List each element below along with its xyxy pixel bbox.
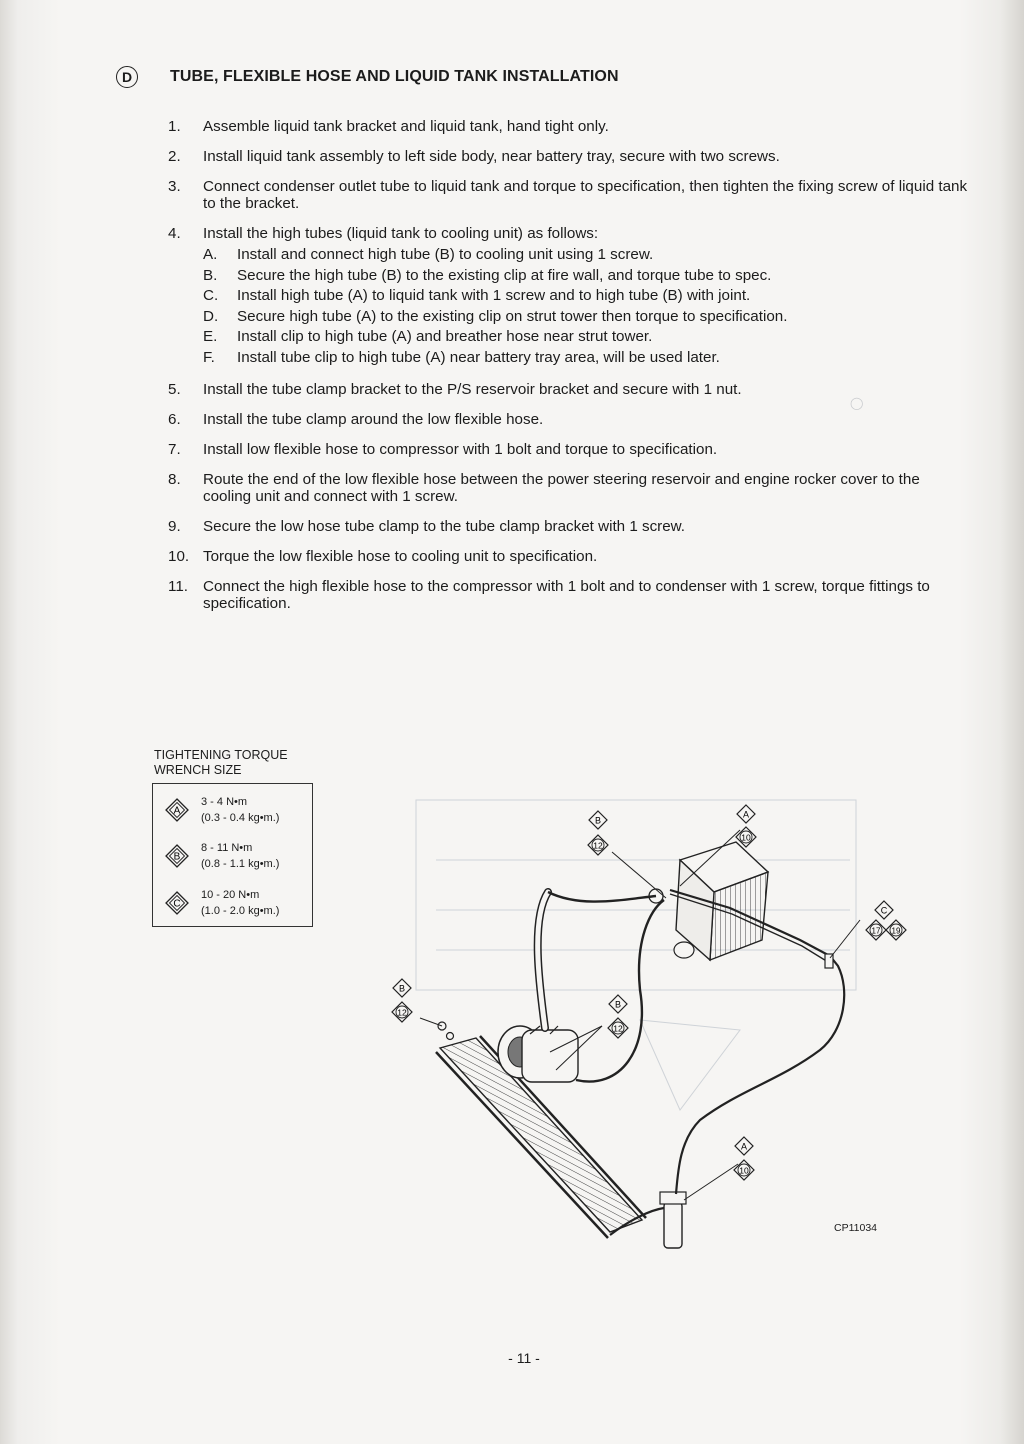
torque-row [165, 840, 279, 872]
step-text: Install the high tubes (liquid tank to cooling unit) as follows: [203, 225, 599, 242]
svg-text:A: A [740, 1141, 748, 1152]
step-text: Connect condenser outlet tube to liquid tank and torque to specification, then tighten the fixing screw of liquid tank to the bracket. [203, 178, 968, 212]
step-text: Secure the low hose tube clamp to the tube clamp bracket with 1 screw. [203, 518, 686, 535]
compressor [498, 1026, 578, 1082]
substep-text: Install clip to high tube (A) and breather hose near strut tower. [237, 328, 653, 345]
step-number: 11. [168, 578, 188, 595]
substep-text: Install and connect high tube (B) to cooling unit using 1 screw. [237, 246, 654, 263]
torque-kgm: (0.8 - 1.1 kg•m.) [201, 858, 280, 870]
svg-text:B: B [614, 999, 622, 1010]
svg-text:10: 10 [741, 832, 751, 843]
substep-text: Secure high tube (A) to the existing clip on strut tower then torque to specification. [237, 307, 788, 325]
callout [588, 811, 608, 855]
step-number: 7. [168, 441, 181, 458]
substep-list [203, 245, 970, 368]
substep-item [203, 327, 970, 348]
svg-text:10: 10 [739, 1165, 749, 1176]
step-number: 4. [168, 225, 181, 242]
step-number: 9. [168, 518, 181, 535]
substep-letter: A. [203, 246, 218, 263]
svg-text:B: B [594, 815, 602, 826]
ac-installation-diagram [380, 790, 940, 1270]
list-item [160, 411, 970, 428]
step-number: 2. [168, 148, 181, 165]
svg-text:19: 19 [891, 926, 901, 936]
substep-letter: D. [203, 307, 219, 325]
list-item [160, 178, 970, 212]
list-item [160, 441, 970, 458]
step-number: 6. [168, 411, 181, 428]
torque-legend [152, 783, 313, 927]
substep-item [203, 286, 970, 307]
svg-text:12: 12 [613, 1023, 623, 1034]
svg-text:C: C [173, 898, 181, 910]
step-text: Install low flexible hose to compressor with 1 bolt and torque to specification. [203, 441, 718, 458]
list-item [160, 148, 970, 165]
torque-row [165, 794, 279, 826]
step-text: Connect the high flexible hose to the compressor with 1 bolt and to condenser with 1 screw, torque fittings to specification. [203, 578, 930, 612]
torque-b-diamond-icon [165, 844, 189, 868]
callout [866, 901, 906, 940]
list-item [160, 518, 970, 535]
torque-legend-header [154, 748, 288, 778]
substep-item [203, 307, 970, 328]
svg-text:A: A [173, 805, 181, 817]
list-item [160, 471, 970, 505]
step-text: Assemble liquid tank bracket and liquid tank, hand tight only. [203, 118, 609, 135]
callout [608, 995, 628, 1038]
torque-a-diamond-icon [165, 798, 189, 822]
substep-letter: E. [203, 328, 218, 345]
substep-letter: C. [203, 287, 219, 304]
show-through-artifact: ◯ [850, 396, 864, 410]
step-text: Torque the low flexible hose to cooling unit to specification. [203, 548, 598, 565]
svg-text:12: 12 [593, 840, 603, 851]
substep-text: Secure the high tube (B) to the existing clip at fire wall, and torque tube to spec. [237, 266, 772, 284]
step-number: 1. [168, 118, 181, 135]
svg-text:B: B [173, 851, 181, 863]
substep-letter: F. [203, 348, 215, 366]
torque-nm: 10 - 20 N•m [201, 889, 260, 901]
liquid-tank [660, 1192, 686, 1248]
step-number: 5. [168, 381, 181, 398]
substep-item [203, 266, 970, 287]
page-title: TUBE, FLEXIBLE HOSE AND LIQUID TANK INSTALLATION [170, 68, 619, 85]
torque-nm: 3 - 4 N•m [201, 796, 248, 808]
svg-text:17: 17 [871, 926, 881, 936]
torque-kgm: (0.3 - 0.4 kg•m.) [201, 812, 280, 824]
svg-text:A: A [742, 809, 750, 820]
svg-text:C: C [880, 905, 888, 916]
step-number: 8. [168, 471, 181, 488]
substep-text: Install tube clip to high tube (A) near battery tray area, will be used later. [237, 348, 720, 366]
torque-kgm: (1.0 - 2.0 kg•m.) [201, 905, 280, 917]
step-number: 10. [168, 548, 190, 565]
section-heading [116, 66, 619, 88]
step-text: Install the tube clamp bracket to the P/S reservoir bracket and secure with 1 nut. [203, 381, 742, 398]
substep-letter: B. [203, 266, 218, 284]
svg-text:B: B [398, 983, 406, 994]
instruction-list [160, 118, 970, 625]
list-item [160, 548, 970, 565]
list-item [160, 225, 970, 368]
step-text: Route the end of the low flexible hose between the power steering reservoir and engine rocker cover to the cooling unit and connect with 1 screw. [203, 471, 920, 505]
page-number: - 11 - [508, 1350, 540, 1366]
step-number: 3. [168, 178, 181, 195]
section-badge: D [116, 66, 138, 88]
torque-c-diamond-icon [165, 891, 189, 915]
torque-nm: 8 - 11 N•m [201, 842, 253, 854]
callout [392, 979, 412, 1022]
wrench-header-line: WRENCH SIZE [154, 763, 242, 777]
step-text: Install the tube clamp around the low flexible hose. [203, 411, 544, 428]
callout [734, 1137, 754, 1180]
torque-row [165, 887, 279, 919]
svg-text:12: 12 [397, 1007, 407, 1018]
list-item [160, 381, 970, 398]
list-item [160, 118, 970, 135]
list-item [160, 578, 970, 612]
callout [736, 805, 756, 847]
step-text: Install liquid tank assembly to left side body, near battery tray, secure with two screws. [203, 148, 780, 165]
figure-code: CP11034 [834, 1222, 878, 1234]
leader-lines [420, 830, 860, 1200]
substep-text: Install high tube (A) to liquid tank with 1 screw and to high tube (B) with joint. [237, 287, 751, 304]
substep-item [203, 348, 970, 369]
substep-item [203, 245, 970, 266]
torque-header-line: TIGHTENING TORQUE [154, 748, 288, 762]
